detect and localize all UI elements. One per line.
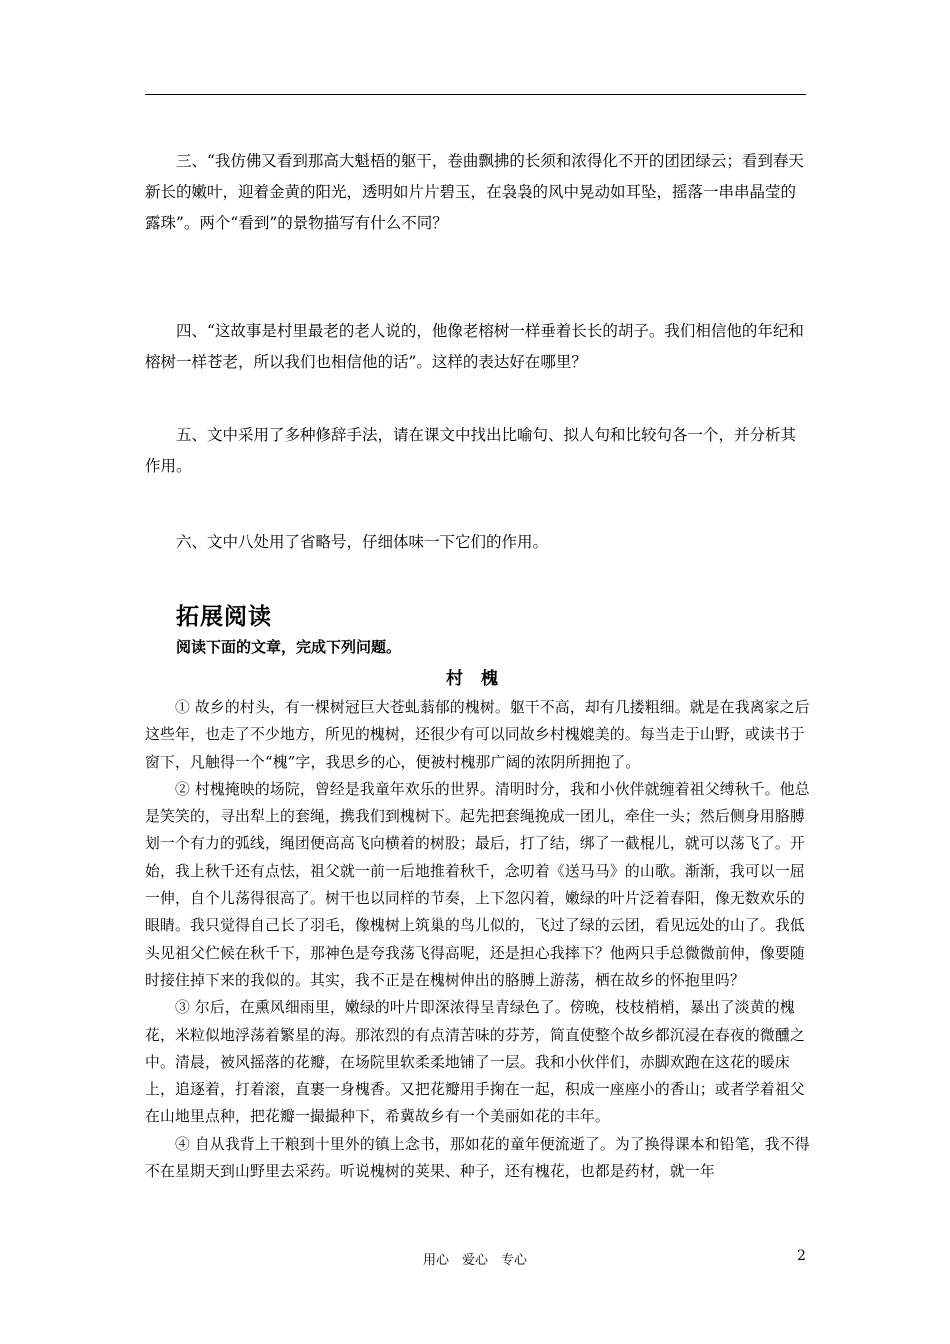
section-title: 拓展阅读 [176, 604, 272, 630]
article-body [145, 694, 810, 1185]
question-4: 四、“这故事是村里最老的老人说的，他像老榕树一样垂着长长的胡子。我们相信他的年纪和榕树一样苍老，所以我们也相信他的话”。这样的表达好在哪里？ [145, 322, 804, 371]
page-footer: 用心 爱心 专心 [422, 1253, 527, 1268]
article-paragraph-3: ③ 尔后，在熏风细雨里，嫩绿的叶片即深浓得呈青绿色了。傍晚，枝枝梢梢，暴出了淡黄的槐花，米粒似地浮荡着繁星的海。那浓烈的有点清苦味的芬芳，简直使整个故乡都沉浸在春夜的微醺之中。清晨，被风摇落的花瓣，在场院里软柔柔地铺了一层。我和小伙伴们，赤脚欢跑在这花的暖床上，追逐着，打着滚，直裹一身槐香。又把花瓣用手掬在一起，积成一座座小的香山；或者学着祖父在山地里点种，把花瓣一撮撮种下，希冀故乡有一个美丽如花的丰年。 [145, 999, 805, 1126]
question-6: 六、文中八处用了省略号，仔细体味一下它们的作用。 [176, 533, 549, 551]
page-number: 2 [797, 1248, 806, 1264]
question-5: 五、文中采用了多种修辞手法，请在课文中找出比喻句、拟人句和比较句各一个，并分析其作用。 [145, 426, 797, 475]
article-paragraph-4: ④ 自从我背上干粮到十里外的镇上念书，那如花的童年便流逝了。为了换得课本和铅笔，我不得不在星期天到山野里去采药。听说槐树的荚果、种子，还有槐花，也都是药材，就一年 [145, 1135, 810, 1181]
instruction: 阅读下面的文章，完成下列问题。 [176, 638, 402, 656]
header-rule [145, 94, 806, 95]
question-3: 三、“我仿佛又看到那高大魁梧的躯干，卷曲飘拂的长须和浓得化不开的团团绿云；看到春天新长的嫩叶，迎着金黄的阳光，透明如片片碧玉，在袅袅的风中晃动如耳坠，摇落一串串晶莹的露珠”。两个“看到”的景物描写有什么不同？ [145, 152, 804, 232]
article-paragraph-2: ② 村槐掩映的场院，曾经是我童年欢乐的世界。清明时分，我和小伙伴就缠着祖父缚秋千。他总是笑笑的，寻出犁上的套绳，携我们到槐树下。起先把套绳挽成一团儿，牵住一头；然后侧身用胳膊划一个有力的弧线，绳团便高高飞向横着的树股；最后，打了结，绑了一截棍儿，就可以荡飞了。开始，我上秋千还有点怯，祖父就一前一后地推着秋千，念叨着《送马马》的山歌。渐渐，我可以一屈一伸，自个儿荡得很高了。树干也以同样的节奏，上下忽闪着，嫩绿的叶片泛着春阳，像无数欢乐的眼睛。我只觉得自己长了羽毛，像槐树上筑巢的鸟儿似的，飞过了绿的云团，看见远处的山了。我低头见祖父伫候在秋千下，那神色是夸我荡飞得高呢，还是担心我摔下？他两只手总微微前伸，像要随时接住掉下来的我似的。其实，我不正是在槐树伸出的胳膊上游荡，栖在故乡的怀抱里吗？ [145, 780, 810, 989]
article-title: 村 槐 [446, 669, 504, 689]
article-paragraph-1: ① 故乡的村头，有一棵树冠巨大苍虬蓊郁的槐树。躯干不高，却有几搂粗细。就是在我离家之后这些年，也走了不少地方，所见的槐树，还很少有可以同故乡村槐媲美的。每当走于山野，或读书于窗下，凡触得一个“槐”字，我思乡的心，便被村槐那广阔的浓阴所拥抱了。 [145, 699, 810, 771]
